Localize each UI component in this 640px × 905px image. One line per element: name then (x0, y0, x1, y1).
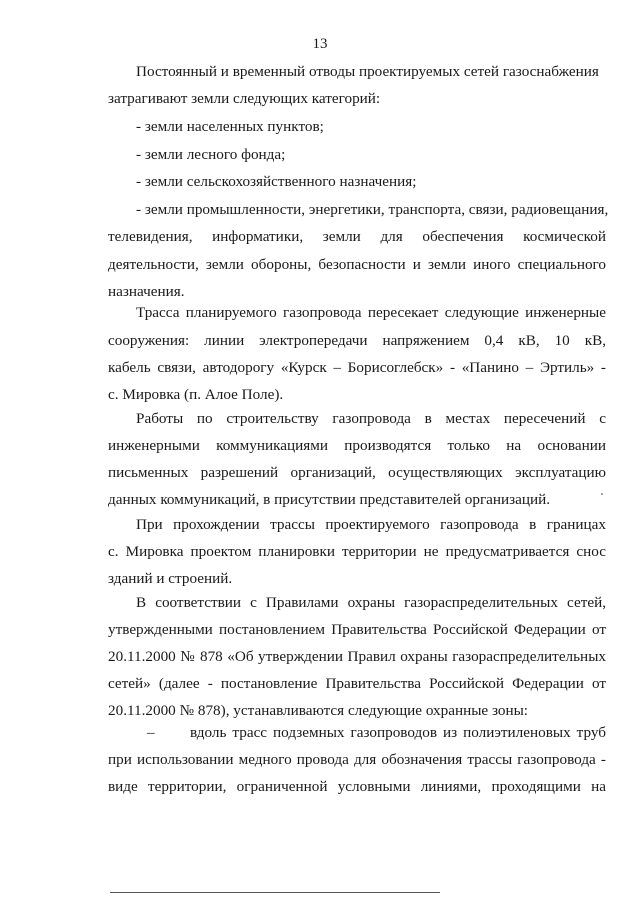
text-line: сетей» (далее - постановление Правительства Российской Федерации от (108, 675, 606, 692)
text-line: с. Мировка проектом планировки территории не предусматривается снос (108, 543, 606, 560)
page-bottom-rule (110, 892, 440, 893)
text-line: затрагивают земли следующих категорий: (108, 90, 381, 107)
text-line: с. Мировка (п. Алое Поле). (108, 386, 284, 403)
text-line: телевидения, информатики, земли для обеспечения космической (108, 228, 606, 245)
text-line: При прохождении трассы проектируемого газопровода в границах (136, 516, 606, 533)
text-line: при использовании медного провода для обозначения трассы газопровода - (108, 751, 606, 768)
text-line: Трасса планируемого газопровода пересекает следующие инженерные (136, 304, 606, 321)
text-line: письменных разрешений организаций, осуществляющих эксплуатацию (108, 464, 606, 481)
text-line: 20.11.2000 № 878), устанавливаются следующие охранные зоны: (108, 702, 529, 719)
text-line: деятельности, земли обороны, безопасности и земли иного специального (108, 256, 606, 273)
text-line: утвержденными постановлением Правительства Российской Федерации от (108, 621, 606, 638)
text-line: назначения. (108, 283, 185, 300)
text-line: кабель связи, автодорогу «Курск – Борисоглебск» - «Панино – Эртиль» - (108, 359, 606, 376)
text-line: Работы по строительству газопровода в местах пересечений с (136, 410, 606, 427)
list-dash: – (147, 724, 155, 741)
list-item: - земли населенных пунктов; (136, 118, 324, 135)
text-line: виде территории, ограниченной условными линиями, проходящими на (108, 778, 606, 795)
text-line: данных коммуникаций, в присутствии представителей организаций. (108, 491, 551, 508)
text-line: Постоянный и временный отводы проектируемых сетей газоснабжения (136, 63, 599, 80)
text-line: сооружения: линии электропередачи напряжением 0,4 кВ, 10 кВ, (108, 332, 606, 349)
list-item: - земли промышленности, энергетики, транспорта, связи, радиовещания, (136, 201, 609, 218)
page-number: 13 (312, 36, 328, 52)
text-line: инженерными коммуникациями производятся только на основании (108, 437, 606, 454)
text-line: вдоль трасс подземных газопроводов из полиэтиленовых труб (190, 724, 606, 741)
text-line: В соответствии с Правилами охраны газораспределительных сетей, (136, 594, 606, 611)
list-item: - земли сельскохозяйственного назначения; (136, 173, 417, 190)
scan-speck (601, 493, 603, 495)
text-line: 20.11.2000 № 878 «Об утверждении Правил охраны газораспределительных (108, 648, 606, 665)
list-item: - земли лесного фонда; (136, 146, 286, 163)
text-line: зданий и строений. (108, 570, 233, 587)
